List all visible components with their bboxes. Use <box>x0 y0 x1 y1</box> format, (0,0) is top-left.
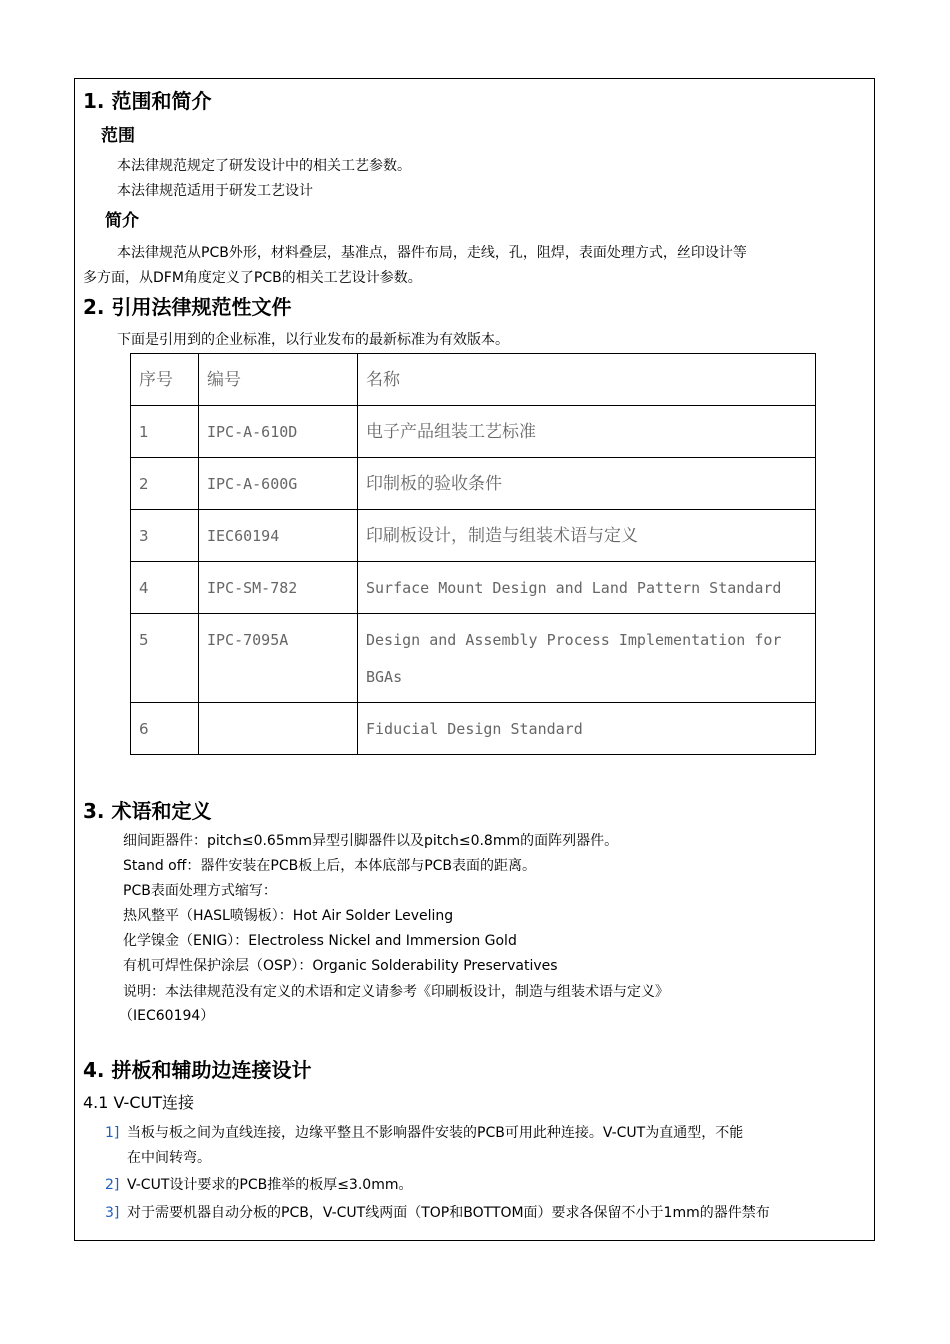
section4-heading: 4. 拼板和辅助边连接设计 <box>83 1058 312 1082</box>
row-name: Fiducial Design Standard <box>358 703 816 755</box>
document-frame <box>74 78 875 1241</box>
reference-table <box>130 353 816 755</box>
row-code: IEC60194 <box>199 510 358 562</box>
row-no: 1 <box>131 406 199 458</box>
row-no: 4 <box>131 562 199 614</box>
header-no: 序号 <box>131 354 199 406</box>
header-code: 编号 <box>199 354 358 406</box>
term-line: 热风整平（HASL喷锡板）：Hot Air Solder Leveling <box>123 908 454 924</box>
row-name: 印刷板设计，制造与组装术语与定义 <box>358 510 816 562</box>
row-code: IPC-A-600G <box>199 458 358 510</box>
item-text: 当板与板之间为直线连接，边缘平整且不影响器件安装的PCB可用此种连接。V-CUT为直通型，不能 <box>127 1125 744 1141</box>
table-row <box>131 406 816 458</box>
scope-line-1: 本法律规范规定了研发设计中的相关工艺参数。 <box>117 158 411 174</box>
section2-intro: 下面是引用到的企业标准，以行业发布的最新标准为有效版本。 <box>117 332 509 348</box>
row-code <box>199 703 358 755</box>
row-name: 电子产品组装工艺标准 <box>358 406 816 458</box>
item-text-cont: 在中间转弯。 <box>127 1150 211 1166</box>
sub-heading-vcut: 4.1 V-CUT连接 <box>83 1093 194 1112</box>
intro-title: 简介 <box>105 211 139 231</box>
item-number: 2] <box>105 1177 120 1193</box>
row-no: 3 <box>131 510 199 562</box>
term-line: PCB表面处理方式缩写： <box>123 883 277 899</box>
row-no: 6 <box>131 703 199 755</box>
row-no: 5 <box>131 614 199 703</box>
table-row <box>131 703 816 755</box>
section2-heading: 2. 引用法律规范性文件 <box>83 295 292 319</box>
item-number: 3] <box>105 1205 120 1221</box>
row-name: Surface Mount Design and Land Pattern Standard <box>358 562 816 614</box>
note-line-1: 说明：本法律规范没有定义的术语和定义请参考《印刷板设计，制造与组装术语与定义》 <box>123 984 669 1000</box>
scope-line-2: 本法律规范适用于研发工艺设计 <box>117 183 313 199</box>
term-line: 细间距器件：pitch≤0.65mm异型引脚器件以及pitch≤0.8mm的面阵列器件。 <box>123 833 619 849</box>
table-row <box>131 614 816 703</box>
term-line: 有机可焊性保护涂层（OSP）：Organic Solderability Preservatives <box>123 958 558 974</box>
section1-heading: 1. 范围和简介 <box>83 89 212 113</box>
term-line: Stand off：器件安装在PCB板上后，本体底部与PCB表面的距离。 <box>123 858 537 874</box>
table-row <box>131 458 816 510</box>
item-text: V-CUT设计要求的PCB推举的板厚≤3.0mm。 <box>127 1177 413 1193</box>
row-name: Design and Assembly Process Implementation for BGAs <box>358 614 816 703</box>
header-name: 名称 <box>358 354 816 406</box>
section3-heading: 3. 术语和定义 <box>83 799 212 823</box>
row-code: IPC-A-610D <box>199 406 358 458</box>
term-line: 化学镍金（ENIG）：Electroless Nickel and Immersion Gold <box>123 933 517 949</box>
row-name: 印制板的验收条件 <box>358 458 816 510</box>
table-row <box>131 510 816 562</box>
item-text: 对于需要机器自动分板的PCB，V-CUT线两面（TOP和BOTTOM面）要求各保留不小于1mm的器件禁布 <box>127 1205 770 1221</box>
table-header-row <box>131 354 816 406</box>
intro-line-1: 本法律规范从PCB外形，材料叠层，基准点，器件布局，走线，孔，阻焊，表面处理方式，丝印设计等 <box>117 245 747 261</box>
item-number: 1] <box>105 1125 120 1141</box>
row-code: IPC-7095A <box>199 614 358 703</box>
table-row <box>131 562 816 614</box>
row-code: IPC-SM-782 <box>199 562 358 614</box>
scope-title: 范围 <box>101 126 135 146</box>
row-no: 2 <box>131 458 199 510</box>
intro-line-2: 多方面，从DFM角度定义了PCB的相关工艺设计参数。 <box>83 270 422 286</box>
note-line-2: （IEC60194） <box>119 1008 215 1024</box>
